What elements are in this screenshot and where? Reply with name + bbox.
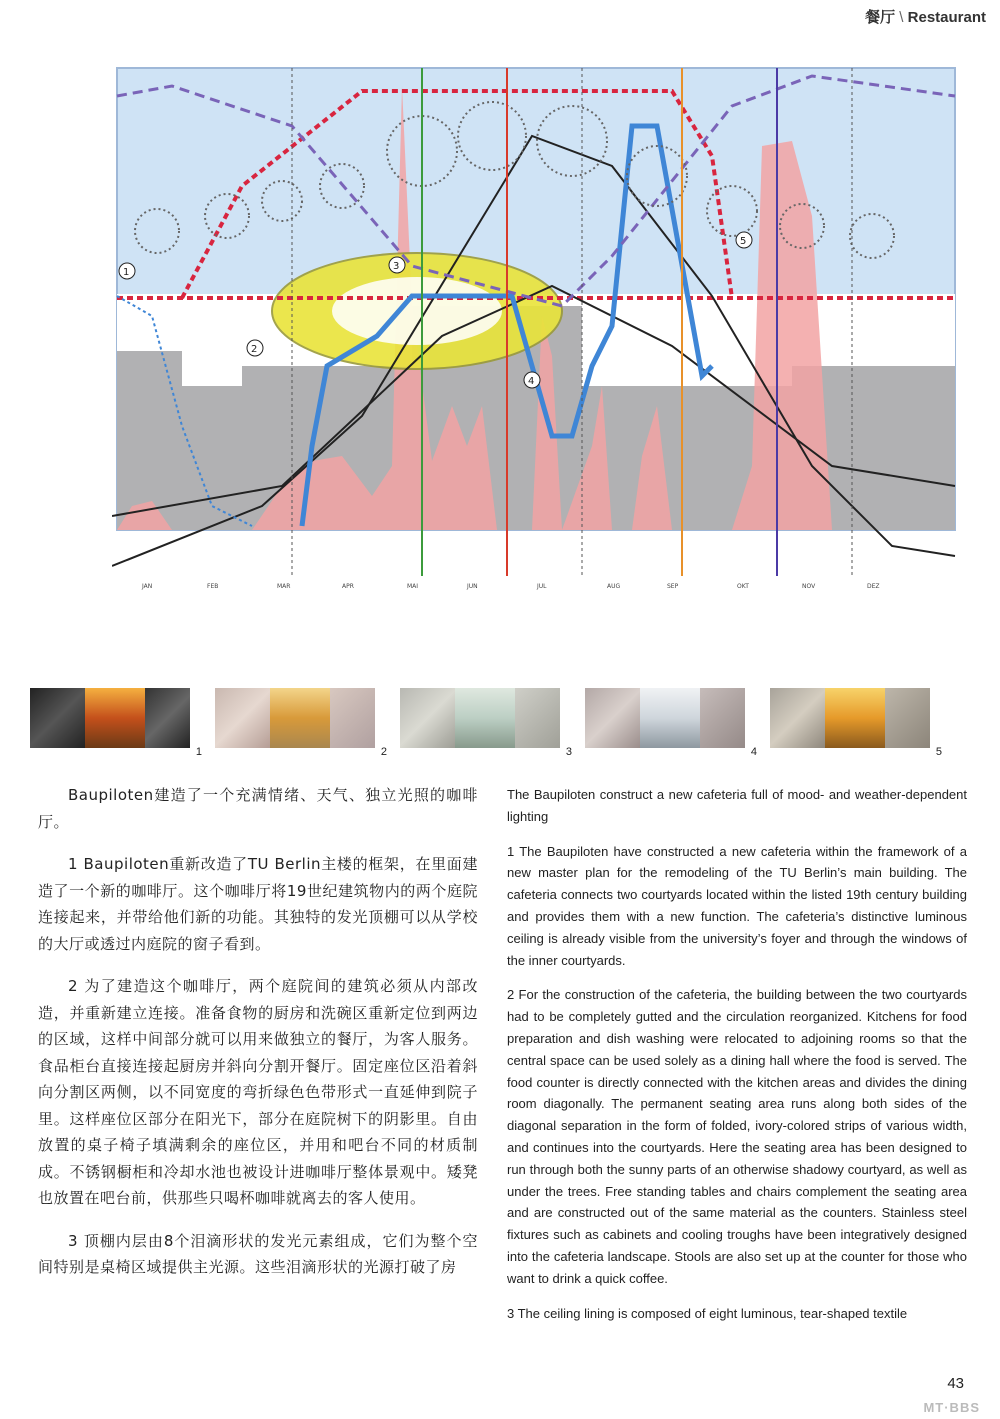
english-paragraph-0: The Baupiloten construct a new cafeteria full of mood- and weather-dependent lighting xyxy=(507,787,967,824)
thumbnail-1 xyxy=(30,688,202,758)
chinese-paragraph-0: Baupiloten建造了一个充满情绪、天气、独立光照的咖啡厅。 xyxy=(38,786,478,831)
footer-watermark: MT·BBS xyxy=(923,1400,980,1415)
marker-label: 5 xyxy=(740,236,747,247)
thumb-panel-center xyxy=(825,688,885,748)
month-axis xyxy=(141,583,880,590)
thumbnail-3 xyxy=(400,688,572,758)
header-separator: \ xyxy=(899,9,904,26)
month-label: DEZ xyxy=(867,583,880,590)
page-header xyxy=(865,6,986,27)
month-label: SEP xyxy=(667,583,679,590)
thumbnail-number: 4 xyxy=(750,746,757,758)
chinese-paragraph-2: 2 为了建造这个咖啡厅，两个庭院间的建筑必须从内部改造，并重新建立连接。准备食物的厨房和洗碗区重新定位到两边的区域，这样中间部分就可以用来做独立的餐厅，为客人服务。食品柜台直接连接起厨房并斜向分割开餐厅。固定座位区沿着斜向分割区两侧，以不同宽度的弯折绿色色带形式一直延伸到院子里。这样座位区部分在阳光下，部分在庭院树下的阴影里。自由放置的桌子椅子填满剩余的座位区，并用和吧台不同的材质制成。不锈钢橱柜和冷却水池也被设计进咖啡厅整体景观中。矮凳也放置在吧台前，供那些只喝杯咖啡就离去的客人使用。 xyxy=(38,977,478,1207)
thumb-panel-right xyxy=(885,688,930,748)
page-number: 43 xyxy=(947,1375,964,1392)
thumbnail-number: 5 xyxy=(935,746,942,758)
marker-label: 1 xyxy=(123,267,130,278)
thumb-panel-left xyxy=(400,688,455,748)
thumbnail-4 xyxy=(585,688,757,758)
thumb-panel-right xyxy=(700,688,745,748)
english-paragraph-1: 1 The Baupiloten have constructed a new cafeteria within the framework of a new master plan for the remodeling of the TU Berlin’s main building. The cafeteria connects two courtyards located within the listed 19th century building and provides them with a new function. The cafeteria’s distinctive luminous ceiling is already visible from the university’s foyer and through the windows of the inner courtyards. xyxy=(507,843,967,968)
thumb-panel-right xyxy=(145,688,190,748)
light-weather-diagram xyxy=(112,66,962,596)
thumb-panel-center xyxy=(85,688,145,748)
month-label: FEB xyxy=(207,583,219,590)
inner-ellipse xyxy=(332,277,502,345)
header-english: Restaurant xyxy=(907,9,986,26)
thumbnail-number: 2 xyxy=(380,746,387,758)
thumbnail-2 xyxy=(215,688,387,758)
thumbnail-strip xyxy=(30,688,970,758)
chinese-paragraph-1: 1 Baupiloten重新改造了TU Berlin主楼的框架，在里面建造了一个新的咖啡厅。这个咖啡厅将19世纪建筑物内的两个庭院连接起来，并带给他们新的功能。其独特的发光顶棚可以从学校的大厅或透过内庭院的窗子看到。 xyxy=(38,855,478,953)
thumbnail-number: 1 xyxy=(195,746,202,758)
month-label: JUN xyxy=(467,583,478,590)
marker-label: 2 xyxy=(251,344,258,355)
chinese-text-column xyxy=(38,782,478,1297)
english-paragraph-2: 2 For the construction of the cafeteria, the building between the two courtyards had to be completely gutted and the circulation reorganized. Kitchens for food preparation and dish washing were relocated to adjoining rooms so that the central space can be used solely as a dining hall where the food is served. The food counter is directly connected with the kitchen areas and divides the dining room diagonally. The permanent seating area runs along both sides of the diagonal separation in the form of folded, ivory-colored strips of various width, and continues into the courtyards. Here the seating area has been designed to run through both the sunny parts of an otherwise shadowy courtyard, as well as under the trees. Free standing tables and chairs complement the seating area and are constructed out of the same material as the counters. Stainless steel fixtures such as cabinets and cooling troughs have been integratively designed into the cafeteria landscape. Stools are also set up at the counter for those who want to drink a quick coffee. xyxy=(507,987,967,1286)
diagram-svg xyxy=(112,66,962,596)
thumb-panel-left xyxy=(30,688,85,748)
english-paragraph-3: 3 The ceiling lining is composed of eight luminous, tear-shaped textile xyxy=(507,1305,908,1321)
month-label: OKT xyxy=(737,583,749,590)
thumb-panel-center xyxy=(640,688,700,748)
chinese-paragraph-3: 3 顶棚内层由8个泪滴形状的发光元素组成，它们为整个空间特别是桌椅区域提供主光源。这些泪滴形状的光源打破了房 xyxy=(38,1231,478,1276)
month-label: JUL xyxy=(537,583,547,590)
marker-label: 3 xyxy=(393,261,400,272)
month-label: AUG xyxy=(607,583,621,590)
month-label: NOV xyxy=(802,583,816,590)
month-label: MAI xyxy=(407,583,419,590)
thumbnail-5 xyxy=(770,688,942,758)
month-label: APR xyxy=(342,583,354,590)
header-chinese: 餐厅 xyxy=(865,9,896,26)
marker-label: 4 xyxy=(528,376,535,387)
thumb-panel-center xyxy=(455,688,515,748)
thumb-panel-center xyxy=(270,688,330,748)
thumb-panel-left xyxy=(215,688,270,748)
thumb-panel-right xyxy=(515,688,560,748)
thumb-panel-left xyxy=(585,688,640,748)
thumb-panel-left xyxy=(770,688,825,748)
english-text-column xyxy=(507,784,967,1337)
thumb-panel-right xyxy=(330,688,375,748)
month-label: JAN xyxy=(142,583,153,590)
thumbnail-number: 3 xyxy=(565,746,572,758)
month-label: MAR xyxy=(277,583,291,590)
